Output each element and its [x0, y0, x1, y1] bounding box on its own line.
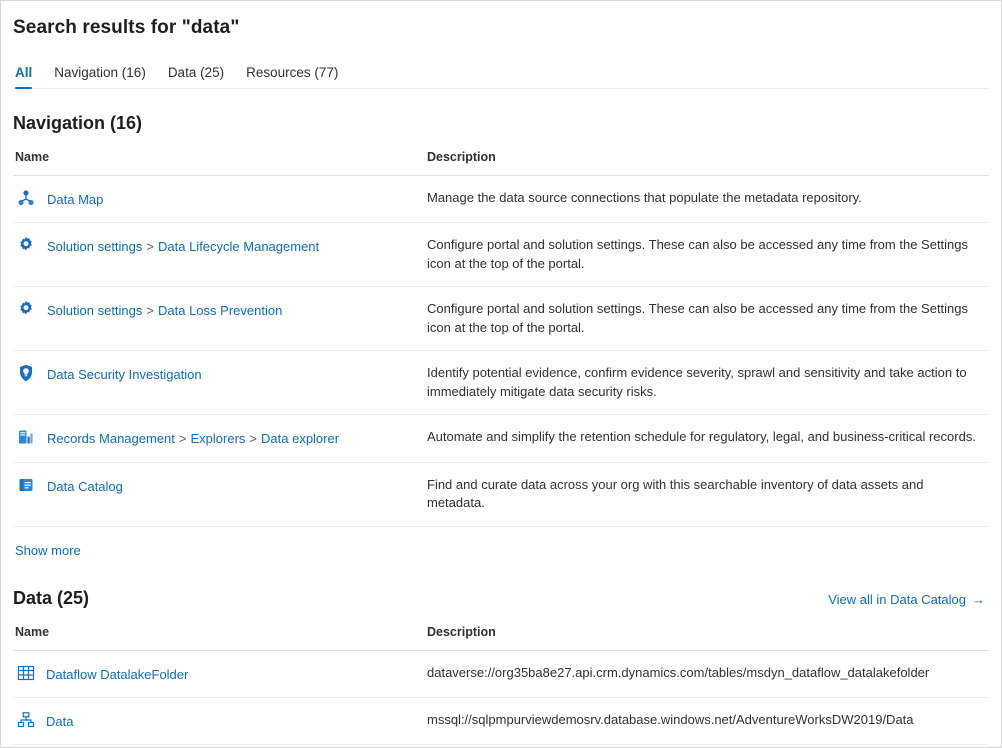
result-description: Configure portal and solution settings. These can also be accessed any time from the Settings icon at the top of the portal.: [427, 287, 989, 351]
breadcrumb-separator: >: [178, 431, 187, 447]
crumb-0[interactable]: Data Security Investigation: [47, 367, 202, 383]
data-section-header: [13, 588, 989, 609]
column-header-description: Description: [427, 625, 989, 651]
crumb-0[interactable]: Records Management: [47, 431, 175, 447]
crumb-1[interactable]: Explorers: [190, 431, 246, 447]
data-catalog-icon: [15, 474, 37, 496]
table-row[interactable]: [13, 650, 989, 697]
records-management-icon: [15, 426, 37, 448]
table-row[interactable]: [13, 287, 989, 351]
table-row[interactable]: [13, 415, 989, 462]
results-tablist: [13, 59, 989, 89]
result-description: Find and curate data across your org with this searchable inventory of data assets and metadata.: [427, 462, 989, 526]
crumb-0[interactable]: Solution settings: [47, 303, 143, 319]
tab-all[interactable]: [15, 65, 32, 88]
result-name-cell: [13, 650, 427, 697]
data-asset-name[interactable]: Dataflow DatalakeFolder: [46, 666, 189, 682]
result-description: mssql://sqlpmpurviewdemosrv.database.windows.net/AdventureWorksDW2019/Data: [427, 697, 989, 744]
navigation-section-title: Navigation (16): [13, 113, 143, 133]
schema-icon: [15, 709, 37, 731]
table-header-row: [13, 625, 989, 651]
breadcrumb-separator: >: [146, 239, 154, 255]
result-name-link[interactable]: [47, 428, 339, 448]
settings-gear-icon: [15, 298, 37, 320]
navigation-results-table: [13, 150, 989, 527]
crumb-0[interactable]: Data Map: [47, 192, 104, 207]
result-name-cell: [13, 697, 427, 744]
navigation-section-header: [13, 113, 989, 134]
result-name-cell: [13, 223, 427, 287]
table-row[interactable]: [13, 697, 989, 744]
result-name-cell: [13, 351, 427, 415]
result-name-link[interactable]: [47, 364, 202, 384]
view-all-in-data-catalog-link[interactable]: [828, 592, 985, 607]
table-row[interactable]: [13, 462, 989, 526]
result-name-cell: [13, 287, 427, 351]
crumb-0[interactable]: Solution settings: [47, 239, 143, 255]
result-name-link[interactable]: [47, 236, 319, 256]
breadcrumb-separator: >: [146, 303, 154, 319]
table-row[interactable]: [13, 176, 989, 223]
column-header-name: Name: [13, 625, 427, 651]
result-description: Identify potential evidence, confirm evidence severity, sprawl and sensitivity and take action to immediately mitigate data security risks.: [427, 351, 989, 415]
page-content: [1, 1, 1001, 745]
result-description: dataverse://org35ba8e27.api.crm.dynamics.com/tables/msdyn_dataflow_datalakefolder: [427, 650, 989, 697]
tab-all-label: All: [15, 65, 33, 80]
table-row[interactable]: [13, 223, 989, 287]
view-all-label: View all in Data Catalog: [828, 591, 966, 607]
result-name-cell: [13, 176, 427, 223]
result-name-link[interactable]: [47, 476, 123, 496]
column-header-name: Name: [13, 150, 427, 176]
breadcrumb-separator: >: [249, 431, 258, 447]
result-name-link[interactable]: [47, 189, 103, 209]
result-name-link[interactable]: [47, 300, 282, 320]
table-row[interactable]: [13, 351, 989, 415]
tab-navigation[interactable]: [54, 65, 146, 88]
result-name-cell: [13, 415, 427, 462]
result-description: Configure portal and solution settings. These can also be accessed any time from the Settings icon at the top of the portal.: [427, 223, 989, 287]
tab-resources-label: Resources (77): [246, 65, 339, 80]
tab-navigation-label: Navigation (16): [54, 65, 146, 80]
crumb-2[interactable]: Data explorer: [261, 431, 340, 447]
data-section-title: Data (25): [13, 587, 90, 608]
result-description: Manage the data source connections that populate the metadata repository.: [427, 176, 989, 223]
page-title: Search results for "data": [13, 17, 240, 38]
result-name-link[interactable]: [46, 711, 73, 731]
settings-gear-icon: [15, 234, 37, 256]
crumb-0[interactable]: Data Catalog: [47, 478, 123, 494]
shield-lightbulb-icon: [15, 362, 37, 384]
show-more-link[interactable]: Show more: [15, 542, 81, 558]
column-header-description: Description: [427, 150, 989, 176]
data-map-icon: [15, 187, 37, 209]
table-header-row: [13, 150, 989, 176]
result-name-cell: [13, 462, 427, 526]
table-icon: [15, 662, 37, 684]
crumb-1[interactable]: Data Lifecycle Management: [158, 239, 320, 255]
data-asset-name[interactable]: Data: [46, 713, 74, 729]
result-name-link[interactable]: [46, 664, 188, 684]
arrow-right-icon: →: [972, 591, 985, 607]
tab-data[interactable]: [168, 65, 224, 88]
data-results-table: [13, 625, 989, 746]
tab-resources[interactable]: [246, 65, 338, 88]
tab-data-label: Data (25): [167, 65, 225, 80]
result-description: Automate and simplify the retention schedule for regulatory, legal, and business-critical records.: [427, 415, 989, 462]
crumb-1[interactable]: Data Loss Prevention: [158, 303, 283, 319]
